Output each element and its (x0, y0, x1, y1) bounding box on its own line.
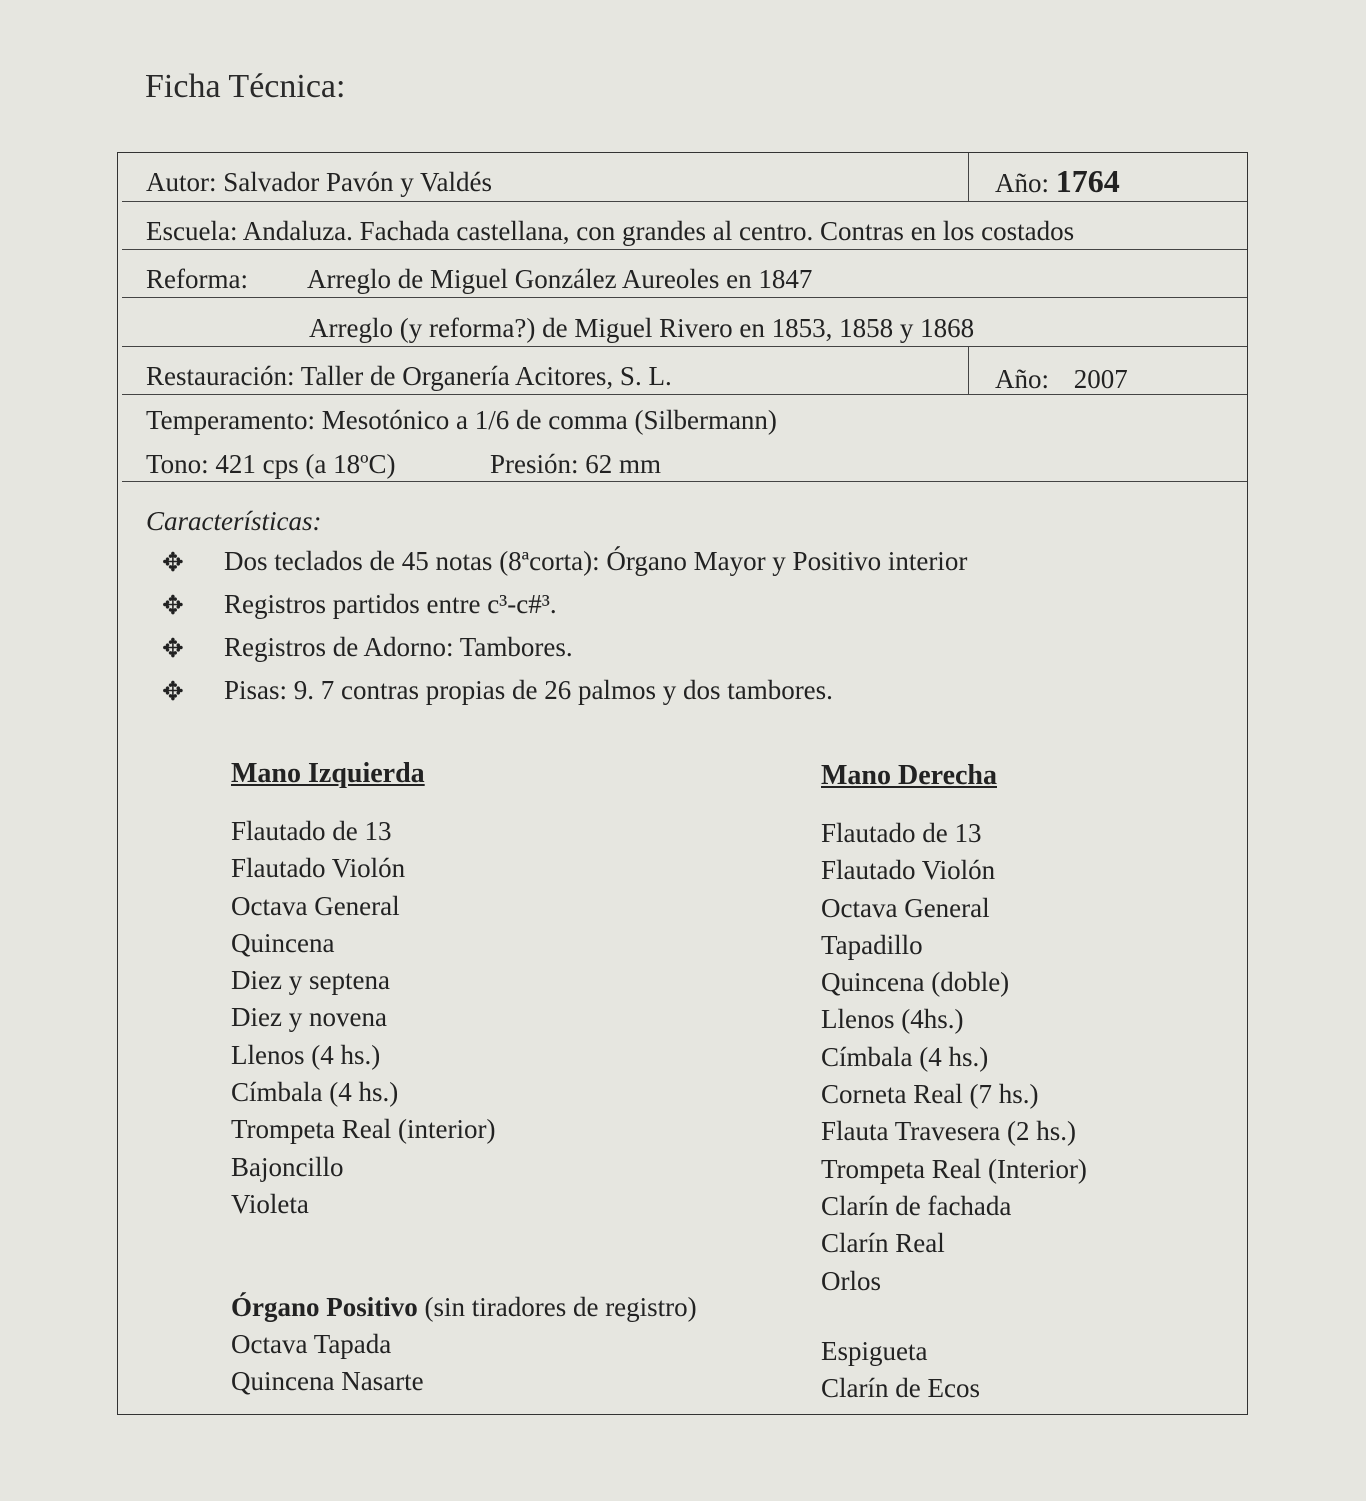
bullet-icon: ✥ (162, 634, 184, 663)
stop-item: Trompeta Real (Interior) (821, 1153, 1087, 1184)
restauracion-anio-value: 2007 (1073, 364, 1128, 394)
stop-item: Clarín Real (821, 1228, 945, 1259)
stop-item: Clarín de fachada (821, 1190, 1012, 1221)
mano-izquierda-column (231, 758, 495, 1226)
organo-positivo-title-bold: Órgano Positivo (231, 1292, 418, 1322)
divider (968, 346, 969, 394)
stop-item: Clarín de Ecos (821, 1373, 980, 1403)
caracteristicas-title: Características: (146, 506, 322, 536)
stop-item: Flautado Violón (821, 855, 996, 886)
stop-item: Octava General (821, 892, 990, 923)
bullet-icon: ✥ (162, 677, 184, 706)
organo-positivo-title-rest: (sin tiradores de registro) (417, 1292, 697, 1322)
bullet-icon: ✥ (162, 548, 184, 577)
stop-item: Flautado de 13 (231, 816, 392, 846)
organo-positivo-title (231, 1292, 697, 1323)
stop-item: Diez y novena (231, 1002, 387, 1033)
stop-item: Octava General (231, 890, 400, 921)
divider (122, 249, 1247, 250)
divider (122, 394, 1247, 395)
stop-item: Llenos (4 hs.) (231, 1039, 381, 1070)
mano-derecha-column (821, 760, 1087, 1303)
restauracion-text: Restauración: Taller de Organería Acitores, S. L. (146, 361, 672, 391)
list-item-text: Registros de Adorno: Tambores. (224, 632, 573, 662)
divider (968, 153, 969, 201)
organo-positivo-right-column (821, 1336, 980, 1410)
restauracion-anio-label: Año: (995, 364, 1049, 394)
stop-item: Flauta Travesera (2 hs.) (821, 1116, 1076, 1147)
stop-item: Octava Tapada (231, 1329, 392, 1359)
organo-positivo-section (231, 1292, 697, 1403)
divider (122, 346, 1247, 347)
autor-text: Autor: Salvador Pavón y Valdés (146, 167, 492, 197)
divider (122, 201, 1247, 202)
anio-cell (995, 163, 1120, 200)
stop-item: Espigueta (821, 1336, 928, 1366)
stop-item: Llenos (4hs.) (821, 1004, 964, 1035)
stop-item: Violeta (231, 1188, 309, 1219)
stop-item: Quincena Nasarte (231, 1366, 424, 1396)
list-item-text: Registros partidos entre c³-c#³. (224, 589, 557, 619)
list-item-text: Pisas: 9. 7 contras propias de 26 palmos y dos tambores. (224, 675, 833, 705)
restauracion-anio-cell (995, 364, 1128, 395)
page-title: Ficha Técnica: (145, 68, 346, 105)
temperamento-text: Temperamento: Mesotónico a 1/6 de comma (Silbermann) (146, 405, 777, 435)
stop-item: Címbala (4 hs.) (231, 1077, 399, 1108)
reforma-label: Reforma: (146, 264, 248, 294)
stop-item: Bajoncillo (231, 1151, 344, 1182)
tono-text: Tono: 421 cps (a 18ºC) (146, 449, 396, 479)
reforma-1-text: Arreglo de Miguel González Aureoles en 1847 (307, 264, 813, 294)
mano-derecha-title: Mano Derecha (821, 760, 997, 791)
anio-value: 1764 (1055, 163, 1120, 199)
bullet-icon: ✥ (162, 591, 184, 620)
stop-item: Trompeta Real (interior) (231, 1114, 496, 1145)
stop-item: Címbala (4 hs.) (821, 1041, 989, 1072)
reforma-2-text: Arreglo (y reforma?) de Miguel Rivero en 1853, 1858 y 1868 (309, 313, 975, 343)
anio-label: Año: (995, 168, 1049, 198)
escuela-text: Escuela: Andaluza. Fachada castellana, con grandes al centro. Contras en los costados (146, 216, 1075, 246)
list-item-text: Dos teclados de 45 notas (8ªcorta): Órgano Mayor y Positivo interior (224, 546, 968, 576)
mano-izquierda-title: Mano Izquierda (231, 758, 425, 789)
stop-item: Diez y septena (231, 965, 390, 996)
presion-text: Presión: 62 mm (490, 449, 662, 479)
stop-item: Tapadillo (821, 929, 923, 960)
stop-item: Corneta Real (7 hs.) (821, 1079, 1039, 1110)
stop-item: Flautado Violón (231, 853, 406, 884)
technical-sheet (117, 152, 1248, 1415)
stop-item: Orlos (821, 1265, 881, 1296)
divider (122, 297, 1247, 298)
stop-item: Flautado de 13 (821, 818, 982, 848)
stop-item: Quincena (doble) (821, 967, 1010, 998)
divider (122, 481, 1247, 482)
stop-item: Quincena (231, 927, 335, 958)
